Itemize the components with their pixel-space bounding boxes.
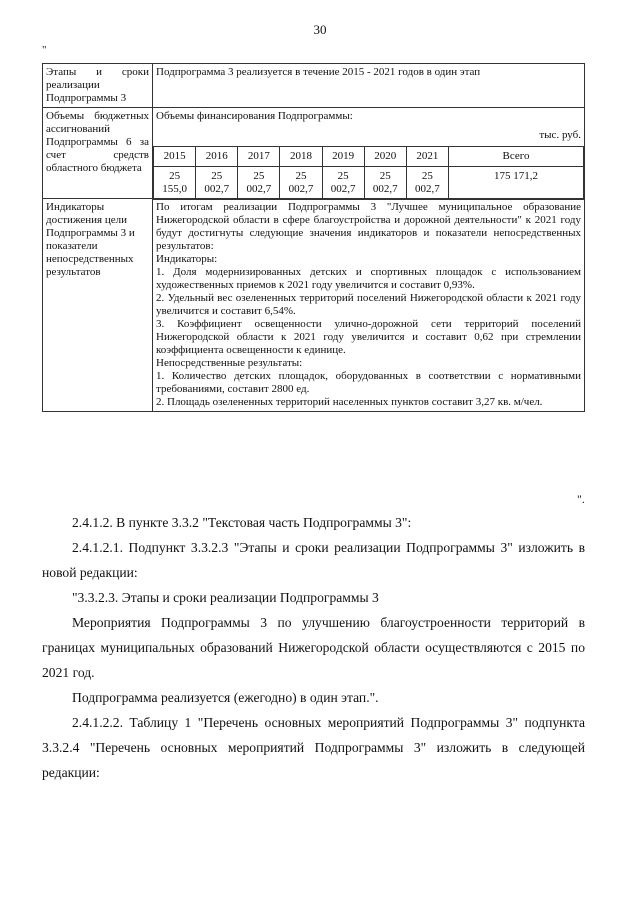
opening-quote-mark: " <box>42 44 47 56</box>
budget-value-cell <box>153 108 585 199</box>
indicator-item: 2. Удельный вес озелененных территорий поселений Нижегородской области к 2021 году увеличится и составит 6,54%. <box>156 292 581 317</box>
amounts-row <box>154 167 584 200</box>
year-cell: 2019 <box>322 147 364 167</box>
amount-cell: 25 002,7 <box>238 167 280 200</box>
amount-cell: 25 002,7 <box>280 167 322 200</box>
subprogram-passport-table <box>42 63 585 412</box>
amount-cell: 25 002,7 <box>364 167 406 200</box>
paragraph: Подпрограмма реализуется (ежегодно) в один этап.". <box>72 690 379 705</box>
amount-cell: 25 002,7 <box>322 167 364 200</box>
amount-cell: 25 002,7 <box>406 167 448 200</box>
year-cell: 2018 <box>280 147 322 167</box>
indicator-item: 3. Коэффициент освещенности улично-дорожной сети территорий поселений Нижегородской области к 2021 году увеличится и составит 0,62 при стремлении коэффициента освещенности к единице. <box>156 318 581 356</box>
budget-label: Объемы бюджетных ассигнований Подпрограммы 6 за счет средств областного бюджета <box>43 108 153 199</box>
paragraph: Мероприятия Подпрограммы 3 по улучшению благоустроенности территорий в границах муниципальных образований Нижегородской области осуществляются с 2015 по 2021 год. <box>42 615 585 680</box>
year-cell: 2015 <box>154 147 196 167</box>
budget-unit: тыс. руб. <box>539 129 581 141</box>
amount-cell: 25 002,7 <box>196 167 238 200</box>
indicators-intro: По итогам реализации Подпрограммы 3 "Лучшее муниципальное образование Нижегородской области в сфере благоустройства и дорожной деятельности" к 2021 году будут достигнуты следующие значения индикаторов и показатели непосредственных результатов: <box>156 201 581 252</box>
stages-value: Подпрограмма 3 реализуется в течение 2015 - 2021 годов в один этап <box>153 64 585 108</box>
stages-row <box>43 64 585 108</box>
year-cell: 2016 <box>196 147 238 167</box>
results-heading: Непосредственные результаты: <box>156 357 303 369</box>
stages-label: Этапы и сроки реализации Подпрограммы 3 <box>43 64 153 108</box>
paragraph: 2.4.1.2.2. Таблицу 1 "Перечень основных мероприятий Подпрограммы 3" подпункта 3.3.2.4 "Перечень основных мероприятий Подпрограммы 3" изложить в следующей редакции: <box>42 715 585 780</box>
year-cell: 2020 <box>364 147 406 167</box>
paragraph: "3.3.2.3. Этапы и сроки реализации Подпрограммы 3 <box>72 590 379 605</box>
paragraph: 2.4.1.2.1. Подпункт 3.3.2.3 "Этапы и сроки реализации Подпрограммы 3" изложить в новой редакции: <box>42 540 585 580</box>
budget-row <box>43 108 585 199</box>
total-header-cell: Всего <box>449 147 584 167</box>
indicators-heading: Индикаторы: <box>156 253 218 265</box>
indicators-row <box>43 199 585 412</box>
budget-years-table <box>153 146 584 200</box>
indicators-value-cell <box>153 199 585 412</box>
body-text <box>42 510 585 785</box>
indicators-label: Индикаторы достижения цели Подпрограммы 3 и показатели непосредственных результатов <box>43 199 153 412</box>
paragraph: 2.4.1.2. В пункте 3.3.2 "Текстовая часть Подпрограммы 3": <box>72 515 412 530</box>
page-number: 30 <box>313 22 327 37</box>
result-item: 2. Площадь озелененных территорий населенных пунктов составит 3,27 кв. м/чел. <box>156 396 543 408</box>
years-header-row <box>154 147 584 167</box>
year-cell: 2017 <box>238 147 280 167</box>
closing-quote-mark: ". <box>577 492 585 506</box>
indicator-item: 1. Доля модернизированных детских и спортивных площадок с использованием художественных приемов к 2021 году увеличится и составит 0,93%. <box>156 266 581 291</box>
year-cell: 2021 <box>406 147 448 167</box>
amount-cell: 25 155,0 <box>154 167 196 200</box>
result-item: 1. Количество детских площадок, оборудованных в соответствии с нормативными требованиями, составит 2800 ед. <box>156 370 581 395</box>
budget-title: Объемы финансирования Подпрограммы: <box>156 110 353 122</box>
total-amount-cell: 175 171,2 <box>449 167 584 200</box>
